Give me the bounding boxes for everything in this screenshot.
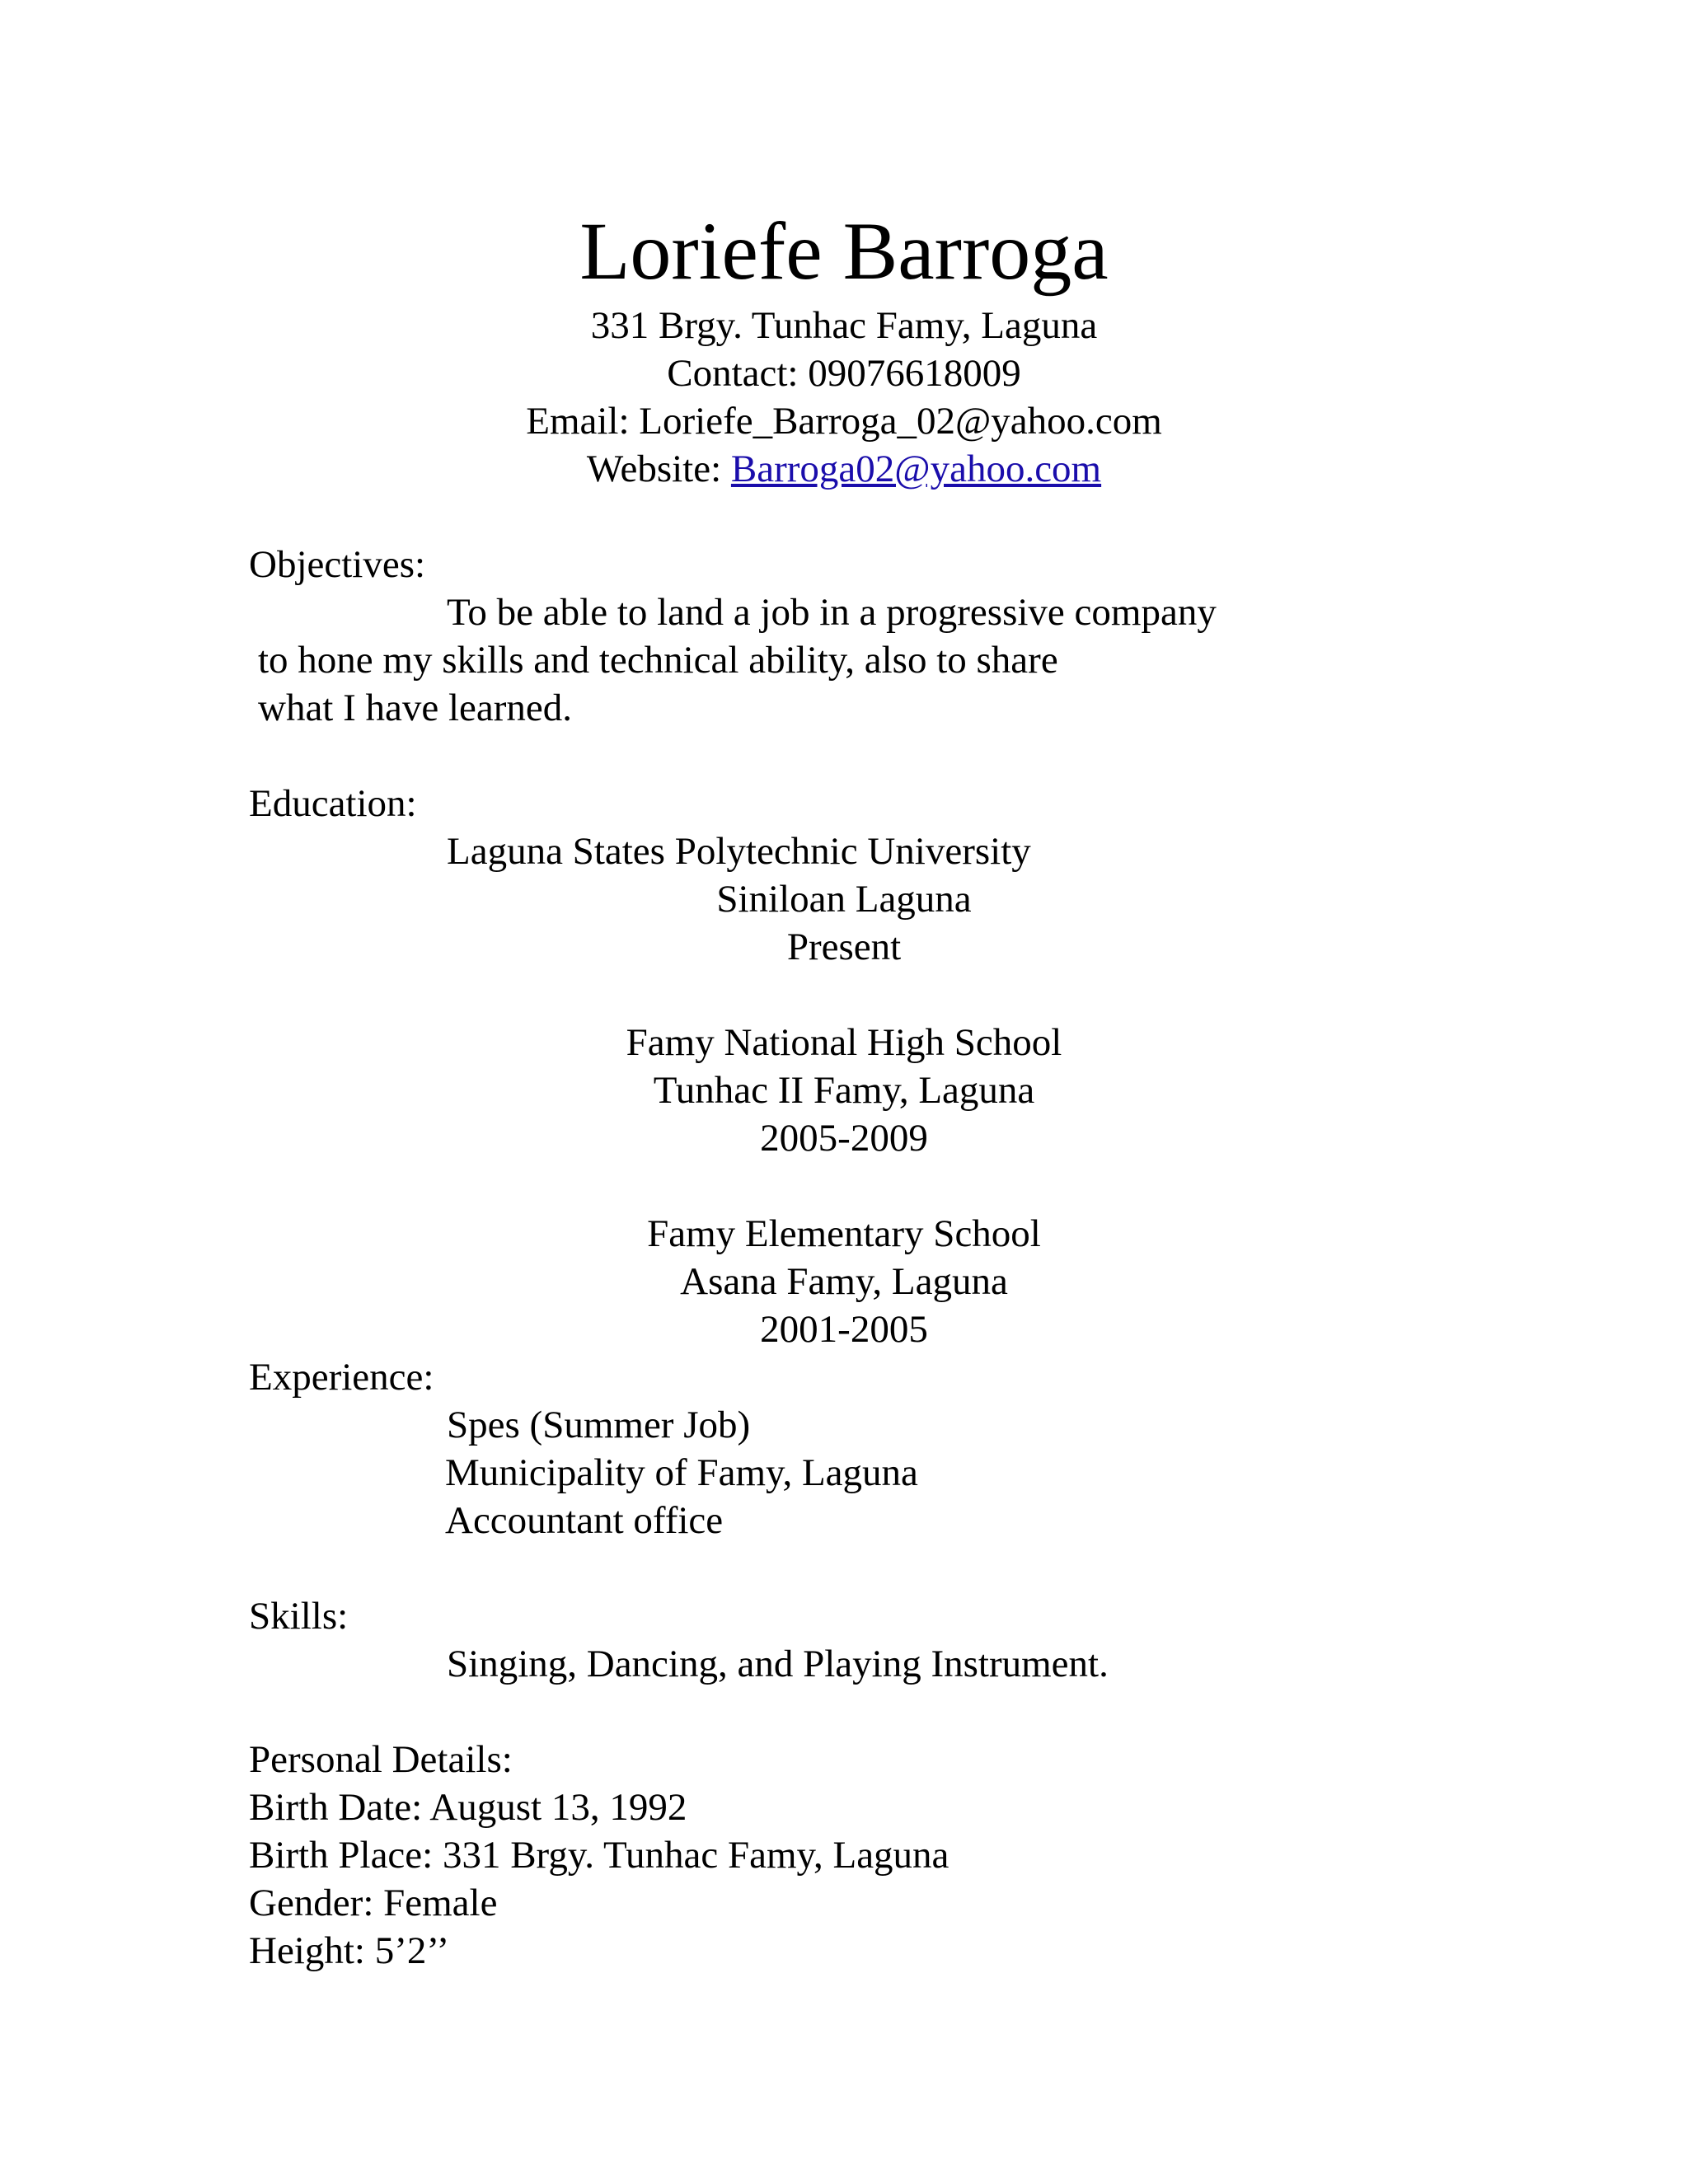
birth-date: Birth Date: August 13, 1992 [249, 1786, 687, 1829]
website-line [0, 445, 1688, 493]
experience-line: Municipality of Famy, Laguna [445, 1451, 918, 1494]
objectives-line: to hone my skills and technical ability, also to share [258, 639, 1058, 682]
website-link[interactable]: Barroga02@yahoo.com [730, 448, 1102, 490]
experience-heading: Experience: [249, 1356, 434, 1399]
objectives-heading: Objectives: [249, 543, 426, 586]
skills-heading: Skills: [249, 1595, 349, 1638]
school-location: Asana Famy, Laguna [680, 1260, 1008, 1303]
experience-line: Accountant office [445, 1499, 724, 1542]
experience-line: Spes (Summer Job) [447, 1404, 751, 1446]
personal-heading: Personal Details: [249, 1738, 513, 1781]
objectives-line: what I have learned. [258, 687, 573, 729]
education-heading: Education: [249, 782, 417, 825]
school-years: 2005-2009 [760, 1117, 928, 1160]
school-years: Present [786, 926, 902, 968]
school-years: 2001-2005 [760, 1308, 928, 1351]
school-location: Tunhac II Famy, Laguna [653, 1069, 1035, 1112]
school-name: Laguna States Polytechnic University [447, 830, 1031, 873]
address-line: 331 Brgy. Tunhac Famy, Laguna [590, 304, 1098, 347]
skills-text: Singing, Dancing, and Playing Instrument. [447, 1643, 1109, 1685]
contact-line: Contact: 09076618009 [667, 352, 1021, 395]
height: Height: 5’2’’ [249, 1929, 450, 1972]
objectives-line: To be able to land a job in a progressive company [447, 591, 1217, 634]
gender: Gender: Female [249, 1882, 498, 1924]
school-name: Famy Elementary School [647, 1212, 1041, 1255]
website-label: Website: [586, 448, 731, 490]
email-line: Email: Loriefe_Barroga_02@yahoo.com [526, 400, 1162, 443]
school-name: Famy National High School [626, 1021, 1062, 1064]
applicant-name: Loriefe Barroga [579, 205, 1109, 297]
school-location: Siniloan Laguna [716, 878, 972, 921]
birth-place: Birth Place: 331 Brgy. Tunhac Famy, Laguna [249, 1834, 950, 1877]
